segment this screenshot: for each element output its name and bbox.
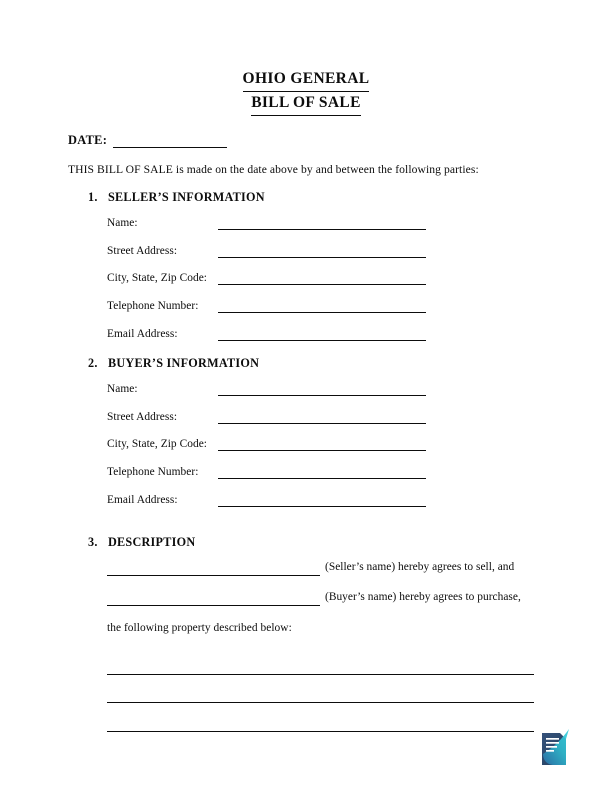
field-label-buyer-city-state-zip: City, State, Zip Code: xyxy=(107,438,208,451)
field-label-seller-name: Name: xyxy=(107,217,138,229)
description-clause-row xyxy=(107,559,537,589)
section-number-2: 2. xyxy=(88,356,98,370)
description-clause-row xyxy=(107,589,537,619)
buyer-name-input[interactable] xyxy=(107,605,320,606)
intro-paragraph: THIS BILL OF SALE is made on the date above by and between the following parties: xyxy=(68,163,479,176)
seller-name-input[interactable] xyxy=(107,575,320,576)
section-title-1: SELLER’S INFORMATION xyxy=(108,190,265,204)
field-input-buyer-street-address[interactable] xyxy=(218,423,426,424)
field-input-buyer-name[interactable] xyxy=(218,395,426,396)
field-label-seller-city-state-zip: City, State, Zip Code: xyxy=(107,272,208,285)
section-heading-description xyxy=(88,535,195,550)
property-description-line-input[interactable] xyxy=(107,675,534,704)
date-row xyxy=(68,133,227,148)
field-label-buyer-email: Email Address: xyxy=(107,493,178,506)
title-line-1-wrap xyxy=(0,68,612,92)
description-clauses xyxy=(107,559,537,619)
field-label-seller-email: Email Address: xyxy=(107,327,178,340)
field-label-buyer-telephone: Telephone Number: xyxy=(107,466,199,479)
section-heading-buyer xyxy=(88,356,259,371)
property-description-line-input[interactable] xyxy=(107,646,534,675)
field-label-buyer-name: Name: xyxy=(107,383,138,395)
page-title xyxy=(0,68,612,116)
field-label-seller-street-address: Street Address: xyxy=(107,244,178,257)
title-line-1: OHIO GENERAL xyxy=(243,68,370,92)
field-input-seller-city-state-zip[interactable] xyxy=(218,284,426,285)
field-label-buyer-street-address: Street Address: xyxy=(107,410,178,423)
property-description-lines xyxy=(107,646,534,732)
field-input-seller-email[interactable] xyxy=(218,340,426,341)
field-input-seller-street-address[interactable] xyxy=(218,257,426,258)
date-label: DATE: xyxy=(68,133,108,147)
title-line-2-wrap xyxy=(0,92,612,116)
field-input-buyer-city-state-zip[interactable] xyxy=(218,450,426,451)
section-heading-seller xyxy=(88,190,265,205)
field-input-seller-telephone[interactable] xyxy=(218,312,426,313)
property-description-line-input[interactable] xyxy=(107,703,534,732)
section-title-3: DESCRIPTION xyxy=(108,535,196,549)
document-logo-icon xyxy=(536,727,576,771)
field-input-seller-name[interactable] xyxy=(218,229,426,230)
field-input-buyer-telephone[interactable] xyxy=(218,478,426,479)
section-number-1: 1. xyxy=(88,190,98,204)
title-line-2: BILL OF SALE xyxy=(251,92,361,116)
section-title-2: BUYER’S INFORMATION xyxy=(108,356,260,370)
field-input-buyer-email[interactable] xyxy=(218,506,426,507)
description-note: the following property described below: xyxy=(107,622,292,634)
section-number-3: 3. xyxy=(88,535,98,549)
seller-clause-text: (Seller’s name) hereby agrees to sell, and xyxy=(325,561,515,573)
buyer-clause-text: (Buyer’s name) hereby agrees to purchase, xyxy=(325,591,521,603)
date-input[interactable] xyxy=(113,134,227,148)
field-label-seller-telephone: Telephone Number: xyxy=(107,300,199,313)
